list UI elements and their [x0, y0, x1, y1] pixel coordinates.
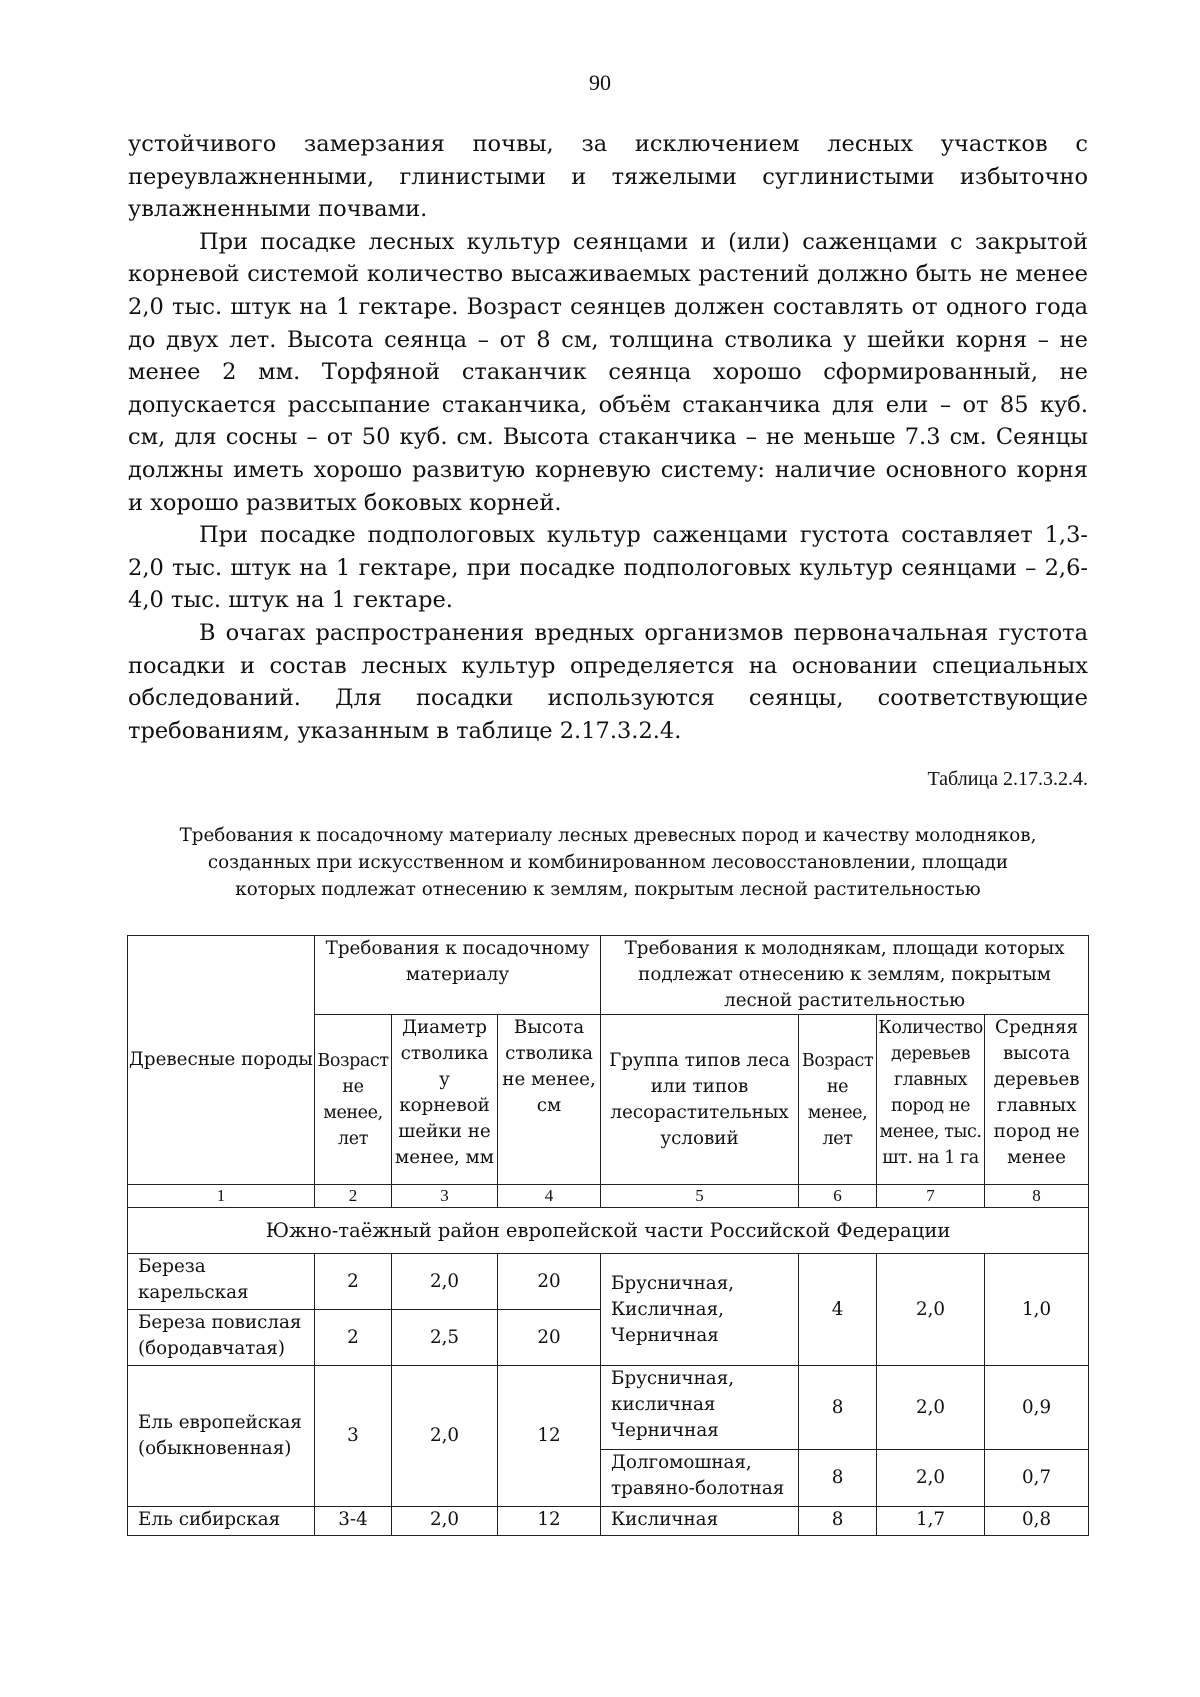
avg-height-cell: 0,9	[985, 1366, 1089, 1450]
forest-group-cell: Долгомошная, травяно-болотная	[601, 1450, 799, 1507]
young-age-cell: 8	[799, 1507, 877, 1536]
column-number-row	[128, 1185, 1089, 1208]
column-number: 4	[498, 1185, 601, 1208]
age-cell: 2	[315, 1254, 392, 1310]
young-age-cell: 8	[799, 1450, 877, 1507]
count-cell: 2,0	[877, 1366, 985, 1450]
species-cell: Ель европейская (обыкновенная)	[128, 1366, 315, 1507]
forest-group-cell: Брусничная, Кисличная, Черничная	[601, 1254, 799, 1366]
diameter-cell: 2,5	[392, 1310, 498, 1366]
column-number: 5	[601, 1185, 799, 1208]
column-number: 7	[877, 1185, 985, 1208]
header-young-age: Возраст не менее, лет	[799, 1015, 877, 1185]
table-caption	[128, 822, 1088, 903]
height-cell: 12	[498, 1366, 601, 1507]
young-age-cell: 4	[799, 1254, 877, 1366]
caption-line: созданных при искусственном и комбинированном лесовосстановлении, площади	[207, 852, 1009, 873]
age-cell: 3	[315, 1366, 392, 1507]
column-number: 8	[985, 1185, 1089, 1208]
page-number: 90	[589, 70, 611, 95]
table-reference: Таблица 2.17.3.2.4.	[927, 768, 1088, 790]
count-cell: 1,7	[877, 1507, 985, 1536]
paragraph: В очагах распространения вредных организмов первоначальная густота посадки и состав лесных культур определяется на основании специальных обследований. Для посадки используются сеянцы, соответствующие требованиям, указанным в таблице 2.17.3.2.4.	[128, 619, 1088, 744]
age-cell: 3-4	[315, 1507, 392, 1536]
table-row	[128, 1254, 1089, 1310]
region-row	[128, 1208, 1089, 1254]
diameter-cell: 2,0	[392, 1366, 498, 1507]
column-number: 6	[799, 1185, 877, 1208]
avg-height-cell: 0,7	[985, 1450, 1089, 1507]
header-young-stands: Требования к молоднякам, площади которых подлежат отнесению к землям, покрытым лесной растительностью	[601, 936, 1089, 1015]
header-avg-height: Средняя высота деревьев главных пород не менее	[985, 1015, 1089, 1185]
region-title: Южно-таёжный район европейской части Российской Федерации	[128, 1208, 1089, 1254]
young-age-cell: 8	[799, 1366, 877, 1450]
forest-group-cell: Брусничная, кисличная Черничная	[601, 1366, 799, 1450]
height-cell: 20	[498, 1310, 601, 1366]
table-row	[128, 1507, 1089, 1536]
header-planting-material: Требования к посадочному материалу	[315, 936, 601, 1015]
requirements-table	[127, 935, 1089, 1536]
header-row	[128, 936, 1089, 1015]
forest-group-cell: Кисличная	[601, 1507, 799, 1536]
caption-line: Требования к посадочному материалу лесных древесных пород и качеству молодняков,	[179, 825, 1037, 846]
paragraph: При посадке лесных культур сеянцами и (или) саженцами с закрытой корневой системой количество высаживаемых растений должно быть не менее 2,0 тыс. штук на 1 гектаре. Возраст сеянцев должен составлять от одного года до двух лет. Высота сеянца – от 8 см, толщина стволика у шейки корня – не менее 2 мм. Торфяной стаканчик сеянца хорошо сформированный, не допускается рассыпание стаканчика, объём стаканчика для ели – от 85 куб. см, для сосны – от 50 куб. см. Высота стаканчика – не меньше 7.3 см. Сеянцы должны иметь хорошо развитую корневую систему: наличие основного корня и хорошо развитых боковых корней.	[128, 228, 1088, 516]
paragraph: При посадке подпологовых культур саженцами густота составляет 1,3-2,0 тыс. штук на 1 гектаре, при посадке подпологовых культур сеянцами – 2,6-4,0 тыс. штук на 1 гектаре.	[128, 522, 1088, 614]
species-cell: Береза повислая (бородавчатая)	[128, 1310, 315, 1366]
avg-height-cell: 0,8	[985, 1507, 1089, 1536]
column-number: 2	[315, 1185, 392, 1208]
count-cell: 2,0	[877, 1254, 985, 1366]
paragraph: устойчивого замерзания почвы, за исключением лесных участков с переувлажненными, глинистыми и тяжелыми суглинистыми избыточно увлажненными почвами.	[128, 131, 1088, 223]
species-cell: Береза карельская	[128, 1254, 315, 1310]
count-cell: 2,0	[877, 1450, 985, 1507]
body-text	[128, 128, 1088, 747]
header-count: Количество деревьев главных пород не менее, тыс. шт. на 1 га	[877, 1015, 985, 1185]
diameter-cell: 2,0	[392, 1507, 498, 1536]
header-species: Древесные породы	[128, 936, 315, 1185]
species-cell: Ель сибирская	[128, 1507, 315, 1536]
height-cell: 20	[498, 1254, 601, 1310]
age-cell: 2	[315, 1310, 392, 1366]
column-number: 1	[128, 1185, 315, 1208]
diameter-cell: 2,0	[392, 1254, 498, 1310]
avg-height-cell: 1,0	[985, 1254, 1089, 1366]
column-number: 3	[392, 1185, 498, 1208]
header-forest-group: Группа типов леса или типов лесорастительных условий	[601, 1015, 799, 1185]
height-cell: 12	[498, 1507, 601, 1536]
caption-line: которых подлежат отнесению к землям, покрытым лесной растительностью	[235, 879, 981, 900]
header-diameter: Диаметр стволика у корневой шейки не менее, мм	[392, 1015, 498, 1185]
header-height: Высота стволика не менее, см	[498, 1015, 601, 1185]
header-age: Возраст не менее, лет	[315, 1015, 392, 1185]
table-row	[128, 1366, 1089, 1450]
